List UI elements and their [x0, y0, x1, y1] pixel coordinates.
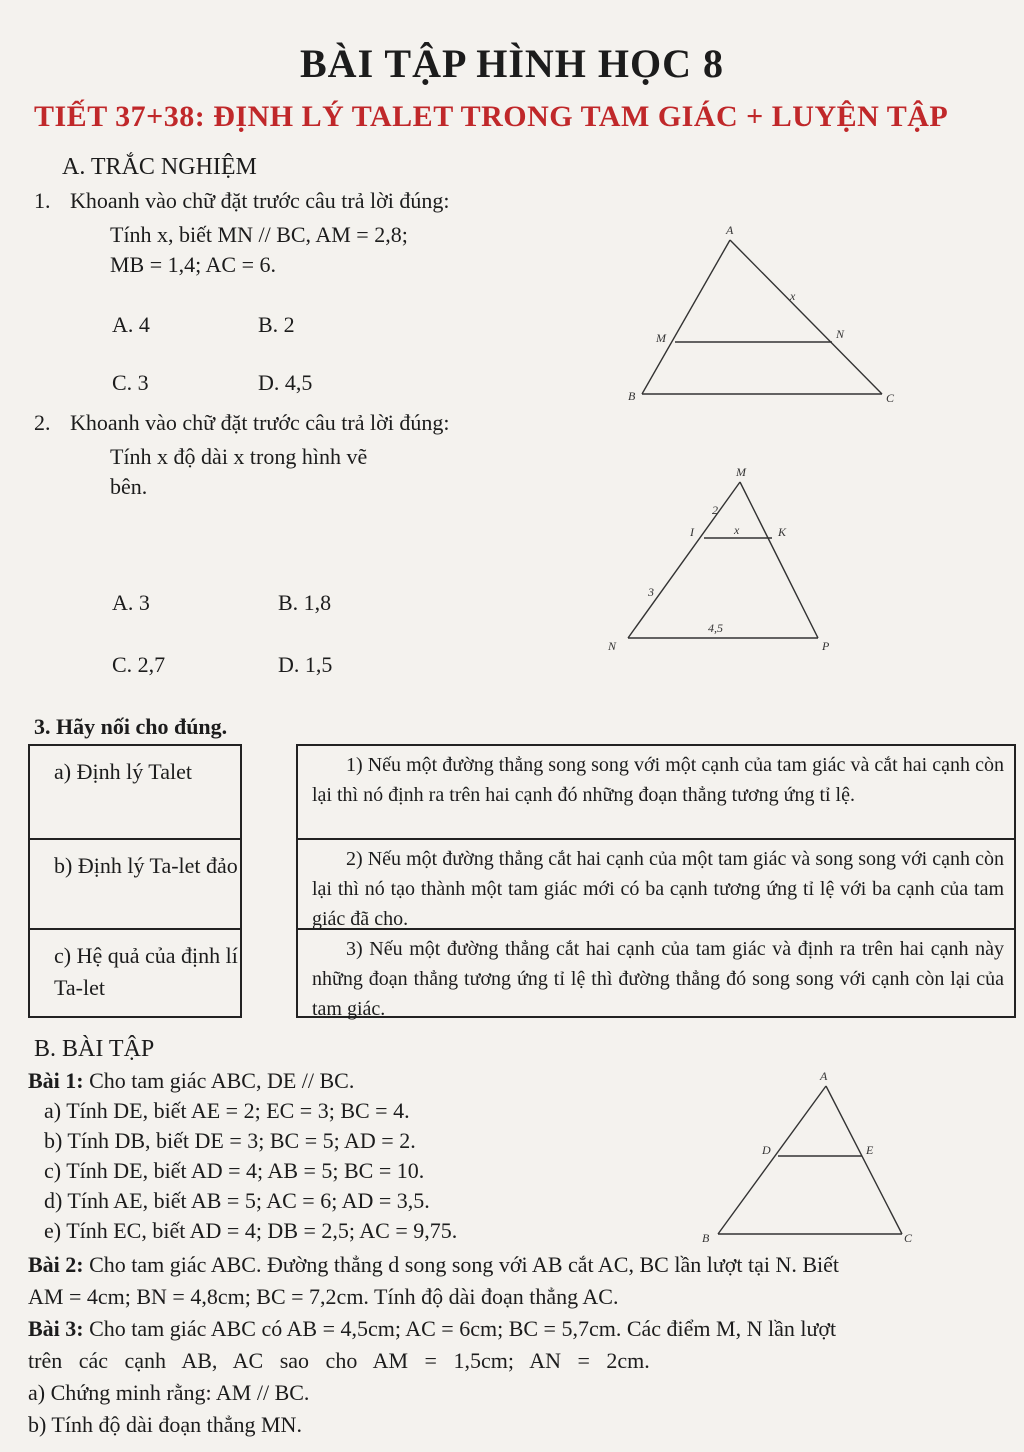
q2-label-3: 3: [648, 585, 654, 599]
q3-right-2[interactable]: [298, 838, 1014, 928]
q2-line1: Tính x độ dài x trong hình vẽ: [110, 444, 368, 469]
bai1-item-d: d) Tính AE, biết AB = 5; AC = 6; AD = 3,5.: [44, 1188, 430, 1213]
bai1-label-d: D: [762, 1143, 771, 1157]
bai1-label-e: E: [866, 1143, 874, 1157]
section-b-heading: B. BÀI TẬP: [34, 1036, 155, 1062]
section-a-heading: A. TRẮC NGHIỆM: [62, 154, 257, 180]
bai1-label-c: C: [904, 1231, 913, 1245]
q2-label-i: I: [690, 525, 694, 539]
q2-label-p: P: [822, 639, 830, 653]
q2-label-n: N: [608, 639, 617, 653]
bai1-label-b: B: [702, 1231, 710, 1245]
bai2-line1: [28, 1252, 839, 1278]
q1-option-d[interactable]: D. 4,5: [258, 370, 313, 395]
q2-option-c[interactable]: C. 2,7: [112, 652, 166, 677]
bai3-part-b: b) Tính độ dài đoạn thẳng MN.: [28, 1412, 302, 1437]
bai1-label: Bài 1:: [28, 1068, 84, 1093]
q1-line2: MB = 1,4; AC = 6.: [110, 252, 277, 277]
q2-option-d[interactable]: D. 1,5: [278, 652, 333, 677]
q1-label-b: B: [628, 389, 636, 403]
lesson-subtitle: TIẾT 37+38: ĐỊNH LÝ TALET TRONG TAM GIÁC + LUYỆN TẬP: [34, 100, 949, 133]
q2-label-45: 4,5: [708, 621, 723, 635]
bai1-heading: [28, 1068, 354, 1094]
bai3-line1: [28, 1316, 836, 1342]
q1-option-a[interactable]: A. 4: [112, 312, 150, 337]
q3-heading: 3. Hãy nối cho đúng.: [34, 714, 228, 739]
q2-triangle-figure: [600, 460, 860, 660]
q1-instruction: Khoanh vào chữ đặt trước câu trả lời đúng:: [70, 188, 450, 213]
q1-side-ac: [730, 240, 882, 394]
q3-right-2-text: 2) Nếu một đường thẳng cắt hai cạnh của một tam giác và song song với cạnh còn lại thì nó tạo thành một tam giác mới có ba cạnh tương ứng tỉ lệ với ba cạnh của tam giác đã cho.: [312, 848, 1004, 930]
q1-label-a: A: [726, 223, 734, 237]
bai3-label: Bài 3:: [28, 1316, 84, 1341]
q2-label-k: K: [778, 525, 787, 539]
q2-label-m: M: [736, 465, 746, 479]
q1-option-c[interactable]: C. 3: [112, 370, 149, 395]
q2-line2: bên.: [110, 474, 148, 499]
q1-line1: Tính x, biết MN // BC, AM = 2,8;: [110, 222, 408, 247]
q1-side-ab: [642, 240, 730, 394]
q3-left-b[interactable]: b) Định lý Ta-let đảo: [30, 838, 240, 928]
q3-right-table: [296, 744, 1016, 1018]
bai2-text-1: Cho tam giác ABC. Đường thẳng d song song với AB cắt AC, BC lần lượt tại N. Biết: [83, 1252, 840, 1277]
bai1-text: Cho tam giác ABC, DE // BC.: [83, 1068, 355, 1093]
bai1-item-a: a) Tính DE, biết AE = 2; EC = 3; BC = 4.: [44, 1098, 410, 1123]
q1-triangle-figure: [620, 220, 910, 420]
bai1-item-b: b) Tính DB, biết DE = 3; BC = 5; AD = 2.: [44, 1128, 416, 1153]
bai2-line2: AM = 4cm; BN = 4,8cm; BC = 7,2cm. Tính độ dài đoạn thẳng AC.: [28, 1284, 619, 1309]
q3-left-a[interactable]: a) Định lý Talet: [54, 759, 192, 784]
q2-side-mn: [628, 482, 740, 638]
q3-right-1-text: 1) Nếu một đường thẳng song song với một cạnh của tam giác và cắt hai cạnh còn lại thì nó định ra trên hai cạnh đó những đoạn thẳng tương ứng tỉ lệ.: [312, 754, 1004, 806]
q3-left-table: [28, 744, 242, 1018]
q3-right-1[interactable]: [298, 746, 1014, 838]
bai3-text-1: Cho tam giác ABC có AB = 4,5cm; AC = 6cm; BC = 5,7cm. Các điểm M, N lần lượt: [83, 1316, 837, 1341]
bai1-item-e: e) Tính EC, biết AD = 4; DB = 2,5; AC = 9,75.: [44, 1218, 458, 1243]
bai3-part-a: a) Chứng minh rằng: AM // BC.: [28, 1380, 310, 1405]
bai1-side-ab: [718, 1086, 826, 1234]
q3-left-c[interactable]: c) Hệ quả của định lí Ta-let: [30, 928, 240, 1018]
q3-right-3-text: 3) Nếu một đường thẳng cắt hai cạnh của tam giác và định ra trên hai cạnh này những đoạn thẳng tương ứng tỉ lệ thì đường thẳng đó song song với cạnh còn lại của tam giác.: [312, 938, 1004, 1020]
q2-option-a[interactable]: A. 3: [112, 590, 150, 615]
q2-number: 2.: [34, 410, 51, 435]
q2-side-mp: [740, 482, 818, 638]
bai1-item-c: c) Tính DE, biết AD = 4; AB = 5; BC = 10.: [44, 1158, 425, 1183]
q2-option-b[interactable]: B. 1,8: [278, 590, 332, 615]
q1-label-c: C: [886, 391, 895, 405]
page-title: BÀI TẬP HÌNH HỌC 8: [300, 41, 724, 86]
q2-instruction: Khoanh vào chữ đặt trước câu trả lời đúng:: [70, 410, 450, 435]
q1-label-x: x: [790, 289, 796, 303]
q3-right-3[interactable]: [298, 928, 1014, 1018]
q1-label-n: N: [836, 327, 845, 341]
bai3-line2: trên các cạnh AB, AC sao cho AM = 1,5cm; AN = 2cm.: [28, 1348, 650, 1373]
bai1-label-a: A: [820, 1069, 828, 1083]
bai1-side-ac: [826, 1086, 902, 1234]
q1-number: 1.: [34, 188, 51, 213]
q2-label-x: x: [734, 523, 740, 537]
q1-option-b[interactable]: B. 2: [258, 312, 295, 337]
q1-label-m: M: [656, 331, 666, 345]
bai2-label: Bài 2:: [28, 1252, 84, 1277]
q2-label-2: 2: [712, 503, 718, 517]
bai1-triangle-figure: [690, 1066, 930, 1246]
